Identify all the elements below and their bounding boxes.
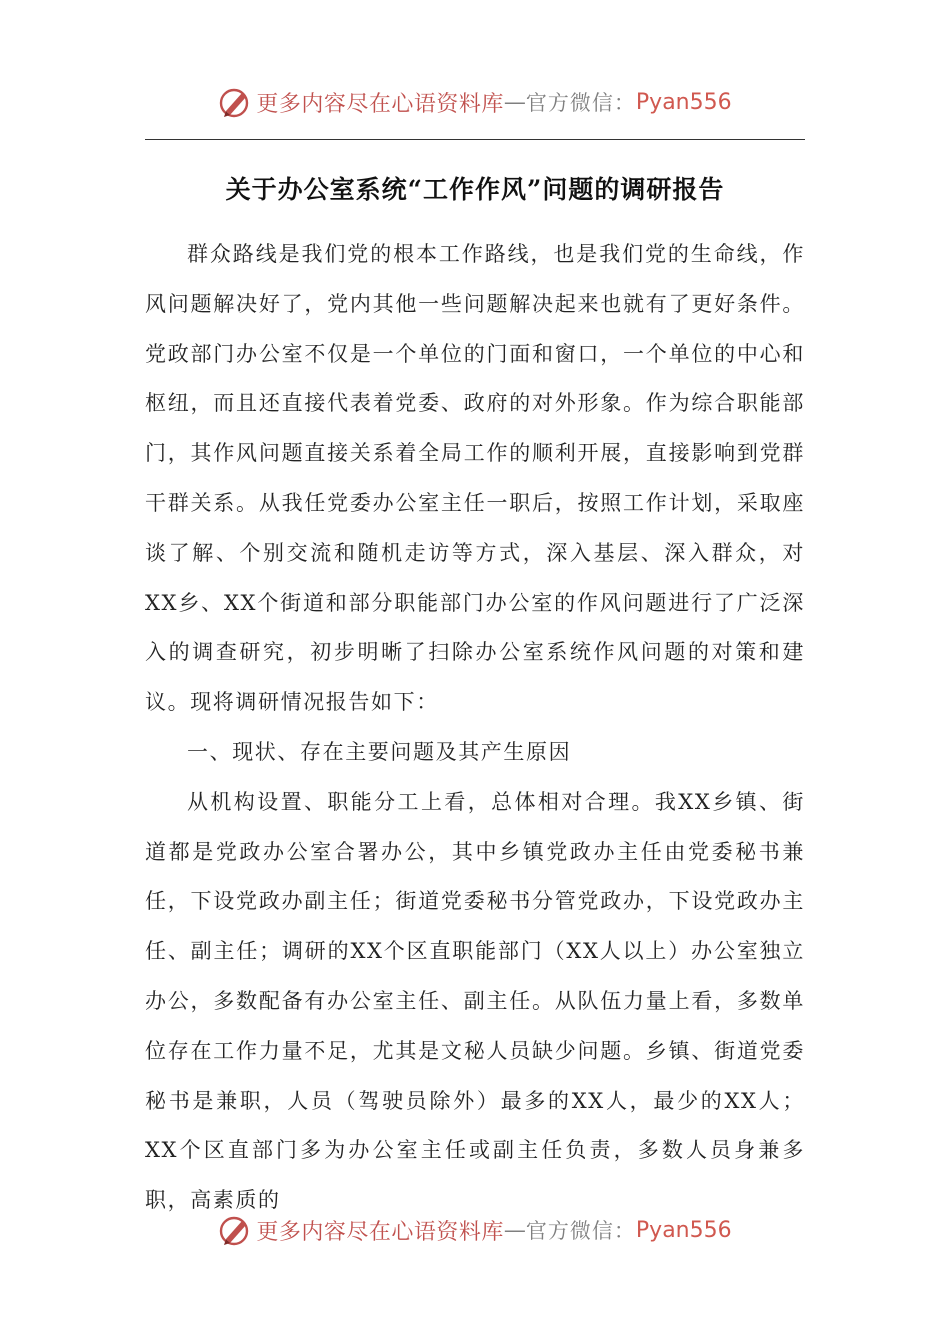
watermark-account: Pyan556	[635, 89, 732, 115]
pen-logo-icon	[218, 85, 252, 119]
watermark-label: 官方微信：	[525, 91, 636, 115]
watermark-text: 更多内容尽在心语资料库	[256, 1219, 504, 1245]
watermark-separator: —	[503, 89, 526, 115]
watermark-label: 官方微信：	[525, 1219, 636, 1243]
header-divider	[145, 139, 805, 140]
document-title: 关于办公室系统“工作作风”问题的调研报告	[225, 175, 725, 204]
watermark-text: 更多内容尽在心语资料库	[256, 91, 504, 117]
paragraph: 从机构设置、职能分工上看，总体相对合理。我XX乡镇、街道都是党政办公室合署办公，其中乡镇党政办主任由党委秘书兼任，下设党政办副主任；街道党委秘书分管党政办，下设党政办主任、副主任；调研的XX个区直职能部门（XX人以上）办公室独立办公，多数配备有办公室主任、副主任。从队伍力量上看，多数单位存在工作力量不足，尤其是文秘人员缺少问题。乡镇、街道党委秘书是兼职，人员（驾驶员除外）最多的XX人，最少的XX人；XX个区直部门多为办公室主任或副主任负责，多数人员身兼多职，高素质的	[145, 789, 805, 1213]
pen-logo-icon	[218, 1213, 252, 1247]
watermark-separator: —	[503, 1217, 526, 1243]
footer-watermark-banner	[0, 1210, 950, 1250]
watermark-account: Pyan556	[635, 1217, 732, 1243]
document-body	[145, 230, 805, 1226]
section-heading: 一、现状、存在主要问题及其产生原因	[187, 739, 572, 764]
header-watermark-banner	[0, 82, 950, 122]
paragraph: 群众路线是我们党的根本工作路线，也是我们党的生命线，作风问题解决好了，党内其他一些问题解决起来也就有了更好条件。党政部门办公室不仅是一个单位的门面和窗口，一个单位的中心和枢纽，而且还直接代表着党委、政府的对外形象。作为综合职能部门，其作风问题直接关系着全局工作的顺利开展，直接影响到党群干群关系。从我任党委办公室主任一职后，按照工作计划，采取座谈了解、个别交流和随机走访等方式，深入基层、深入群众，对XX乡、XX个街道和部分职能部门办公室的作风问题进行了广泛深入的调查研究，初步明晰了扫除办公室系统作风问题的对策和建议。现将调研情况报告如下：	[145, 242, 805, 715]
